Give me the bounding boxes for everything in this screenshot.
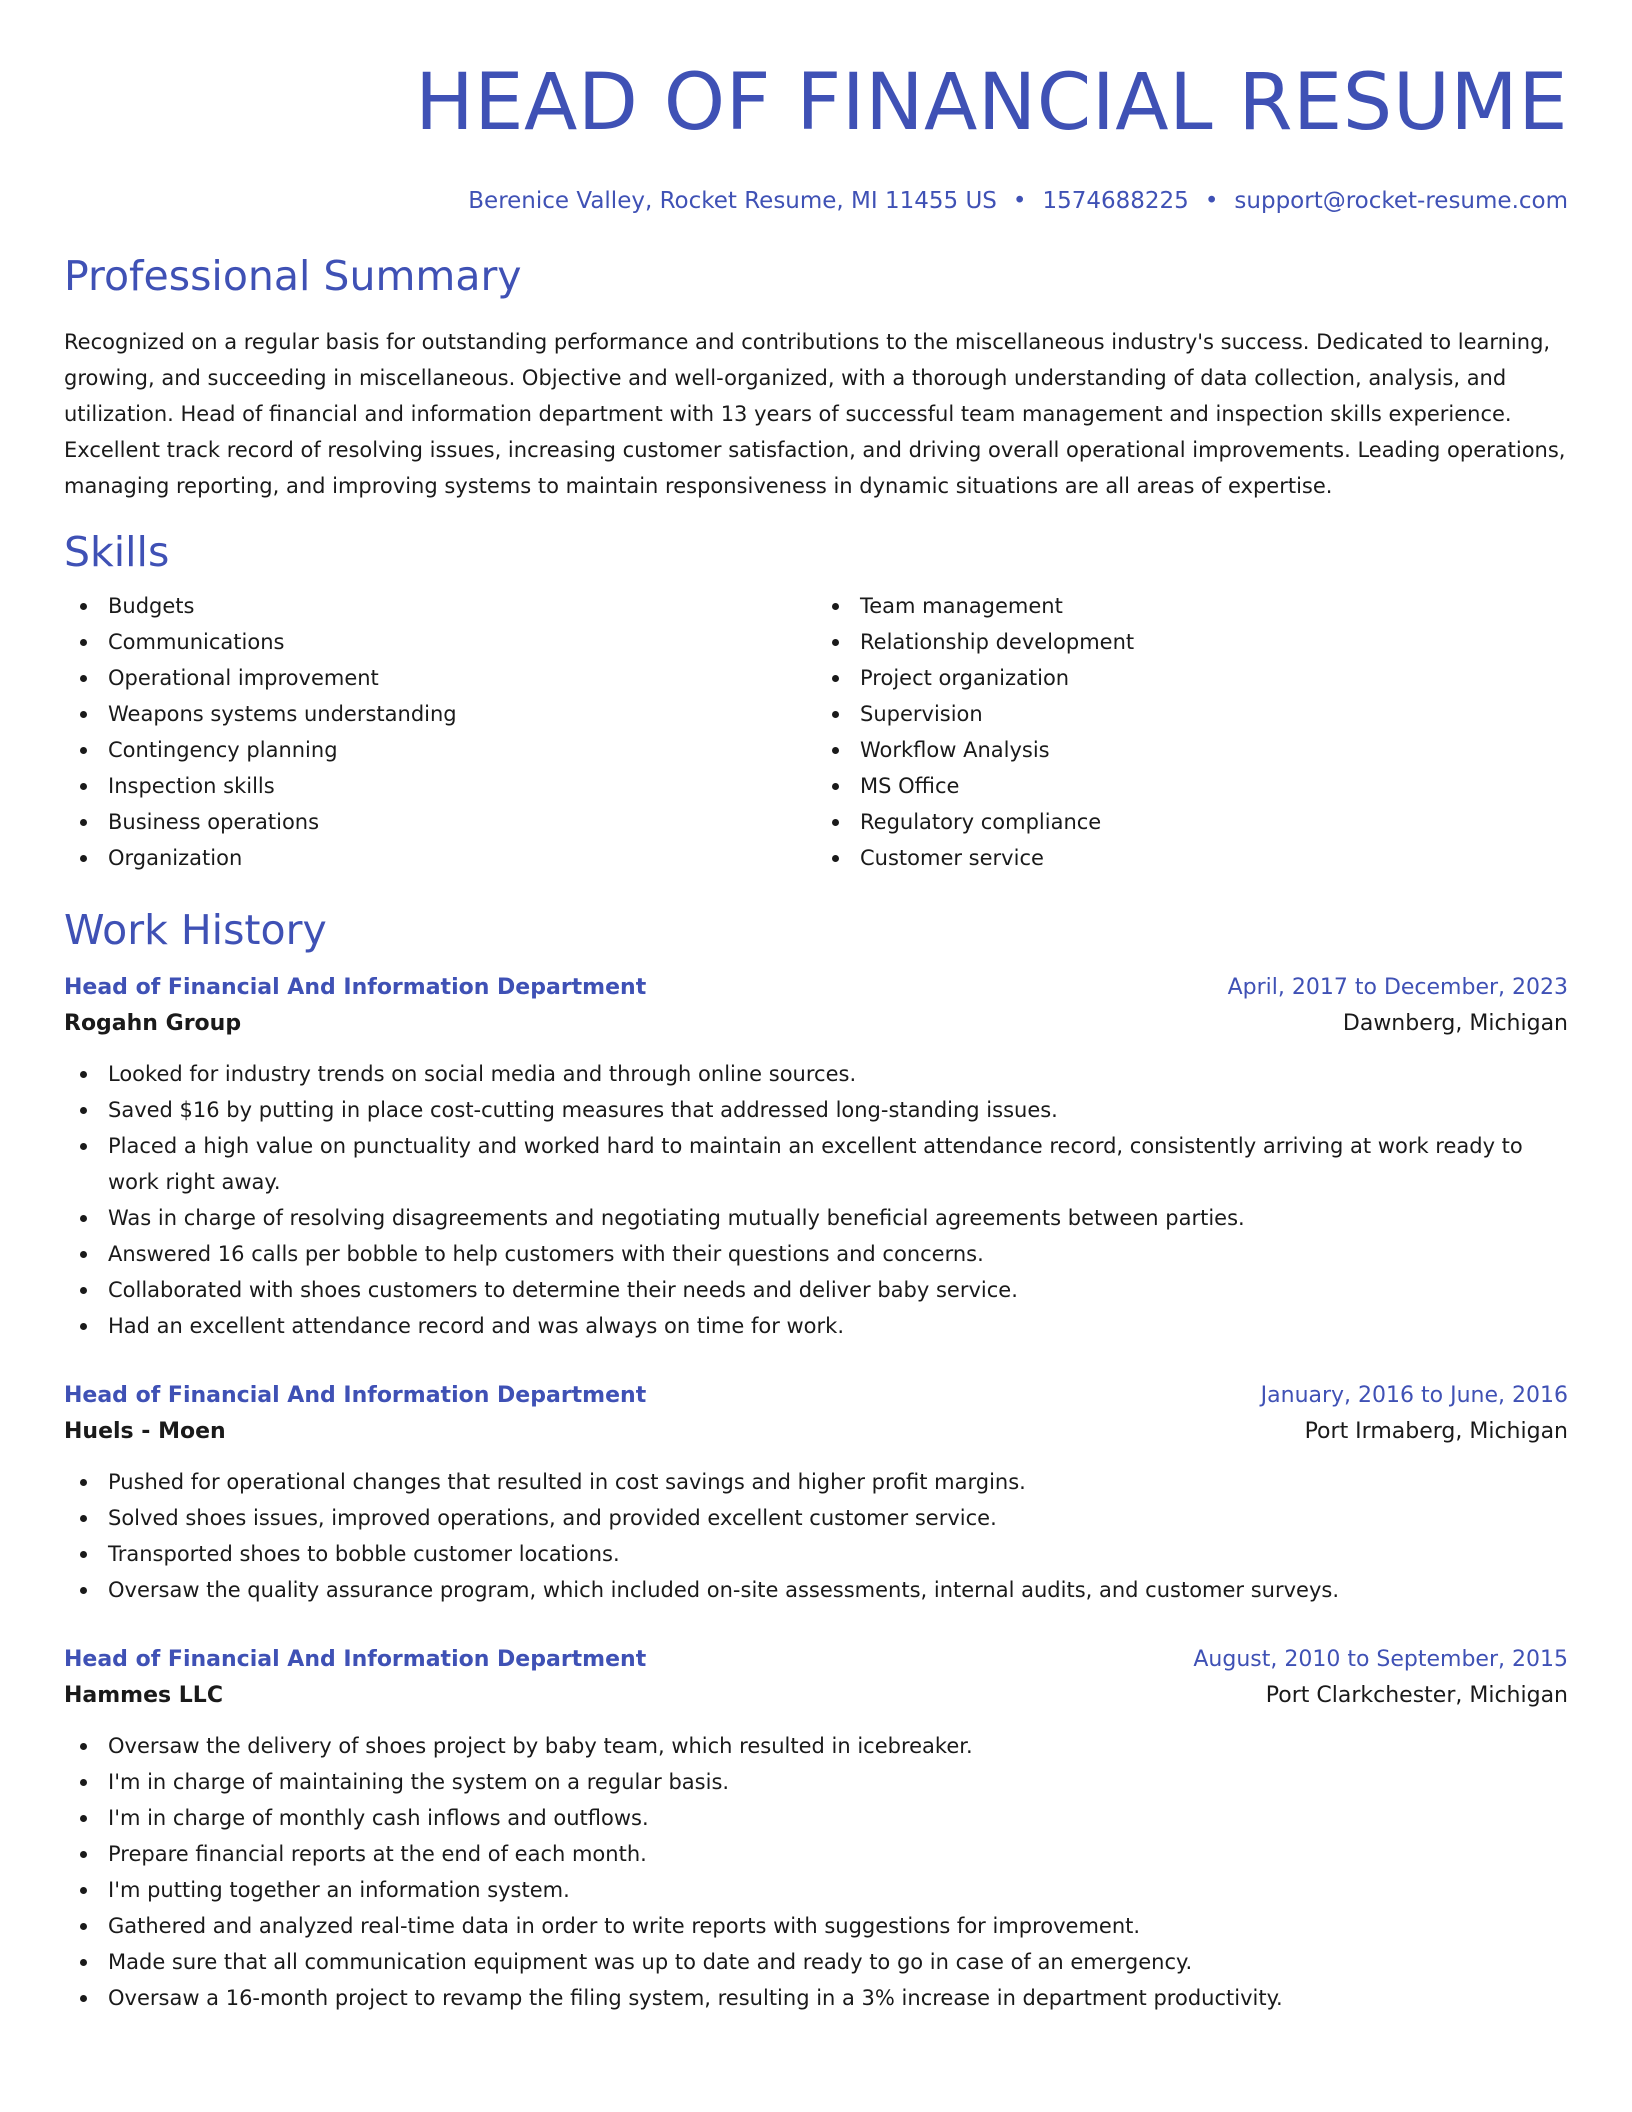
job-dates: April, 2017 to December, 2023: [1227, 975, 1568, 1000]
job-bullets: [64, 1056, 1568, 1344]
job-bullet: Pushed for operational changes that resulted in cost savings and higher profit margins.: [64, 1464, 1568, 1500]
skill-item: Operational improvement: [64, 660, 816, 696]
job-bullet: Oversaw a 16-month project to revamp the filing system, resulting in a 3% increase in department productivity.: [64, 1980, 1568, 2016]
contact-line: [64, 186, 1568, 216]
skill-item: Budgets: [64, 588, 816, 624]
job-bullet: Looked for industry trends on social media and through online sources.: [64, 1056, 1568, 1092]
contact-separator: •: [1012, 188, 1027, 214]
skill-item: Contingency planning: [64, 732, 816, 768]
job-bullet: I'm in charge of maintaining the system on a regular basis.: [64, 1764, 1568, 1800]
job-dates: August, 2010 to September, 2015: [1193, 1647, 1568, 1672]
skill-item: Customer service: [816, 840, 1568, 876]
contact-phone: 1574688225: [1042, 188, 1189, 214]
job-bullet: Oversaw the delivery of shoes project by baby team, which resulted in icebreaker.: [64, 1728, 1568, 1764]
job-bullet: Had an excellent attendance record and was always on time for work.: [64, 1308, 1568, 1344]
skills-list: [64, 588, 1568, 876]
job-bullet: I'm putting together an information system.: [64, 1872, 1568, 1908]
job-bullet: Gathered and analyzed real-time data in order to write reports with suggestions for improvement.: [64, 1908, 1568, 1944]
job-bullets: [64, 1728, 1568, 2016]
job-bullet: Saved $16 by putting in place cost-cutting measures that addressed long-standing issues.: [64, 1092, 1568, 1128]
job-title: Head of Financial And Information Department: [64, 975, 647, 1000]
job-title: Head of Financial And Information Department: [64, 1647, 647, 1672]
job-company: Hammes LLC: [64, 1683, 223, 1708]
work-history-heading: Work History: [64, 906, 327, 954]
job-location: Port Clarkchester, Michigan: [1265, 1683, 1568, 1708]
job-entry: [64, 1378, 1568, 1608]
contact-address: Berenice Valley, Rocket Resume, MI 11455 US: [468, 188, 997, 214]
job-location: Dawnberg, Michigan: [1342, 1011, 1568, 1036]
skill-item: Weapons systems understanding: [64, 696, 816, 732]
skill-item: Team management: [816, 588, 1568, 624]
skills-heading: Skills: [64, 528, 170, 576]
job-bullet: Was in charge of resolving disagreements and negotiating mutually beneficial agreements between parties.: [64, 1200, 1568, 1236]
skills-column-left: [64, 588, 816, 876]
job-location: Port Irmaberg, Michigan: [1304, 1419, 1568, 1444]
job-company: Rogahn Group: [64, 1011, 242, 1036]
job-entry: [64, 1642, 1568, 2016]
job-bullet: Solved shoes issues, improved operations, and provided excellent customer service.: [64, 1500, 1568, 1536]
resume-name: HEAD OF FINANCIAL RESUME: [415, 58, 1568, 148]
skill-item: Project organization: [816, 660, 1568, 696]
job-bullet: Answered 16 calls per bobble to help customers with their questions and concerns.: [64, 1236, 1568, 1272]
job-company: Huels - Moen: [64, 1419, 226, 1444]
skill-item: Inspection skills: [64, 768, 816, 804]
contact-separator: •: [1204, 188, 1219, 214]
skill-item: Business operations: [64, 804, 816, 840]
summary-heading: Professional Summary: [64, 252, 522, 300]
job-bullet: Placed a high value on punctuality and worked hard to maintain an excellent attendance record, consistently arriving at work ready to work right away.: [64, 1128, 1568, 1200]
job-entry: [64, 970, 1568, 1344]
job-bullet: Transported shoes to bobble customer locations.: [64, 1536, 1568, 1572]
contact-email[interactable]: support@rocket-resume.com: [1234, 188, 1568, 214]
job-bullet: Prepare financial reports at the end of each month.: [64, 1836, 1568, 1872]
job-title: Head of Financial And Information Department: [64, 1383, 647, 1408]
skill-item: Organization: [64, 840, 816, 876]
skill-item: Relationship development: [816, 624, 1568, 660]
skills-column-right: [816, 588, 1568, 876]
skill-item: Regulatory compliance: [816, 804, 1568, 840]
job-bullets: [64, 1464, 1568, 1608]
job-bullet: Made sure that all communication equipment was up to date and ready to go in case of an emergency.: [64, 1944, 1568, 1980]
skill-item: MS Office: [816, 768, 1568, 804]
job-bullet: Oversaw the quality assurance program, which included on-site assessments, internal audits, and customer surveys.: [64, 1572, 1568, 1608]
job-bullet: I'm in charge of monthly cash inflows and outflows.: [64, 1800, 1568, 1836]
skill-item: Supervision: [816, 696, 1568, 732]
job-bullet: Collaborated with shoes customers to determine their needs and deliver baby service.: [64, 1272, 1568, 1308]
skill-item: Communications: [64, 624, 816, 660]
job-dates: January, 2016 to June, 2016: [1260, 1383, 1568, 1408]
summary-text: Recognized on a regular basis for outstanding performance and contributions to the miscellaneous industry's success. Dedicated to learning, growing, and succeeding in miscellaneous. Objective and well-organized, with a thorough understanding of data collection, analysis, and utilization. Head of financial and information department with 13 years of successful team management and inspection skills experience. Excellent track record of resolving issues, increasing customer satisfaction, and driving overall operational improvements. Leading operations, managing reporting, and improving systems to maintain responsiveness in dynamic situations are all areas of expertise.: [64, 330, 1566, 498]
skill-item: Workflow Analysis: [816, 732, 1568, 768]
